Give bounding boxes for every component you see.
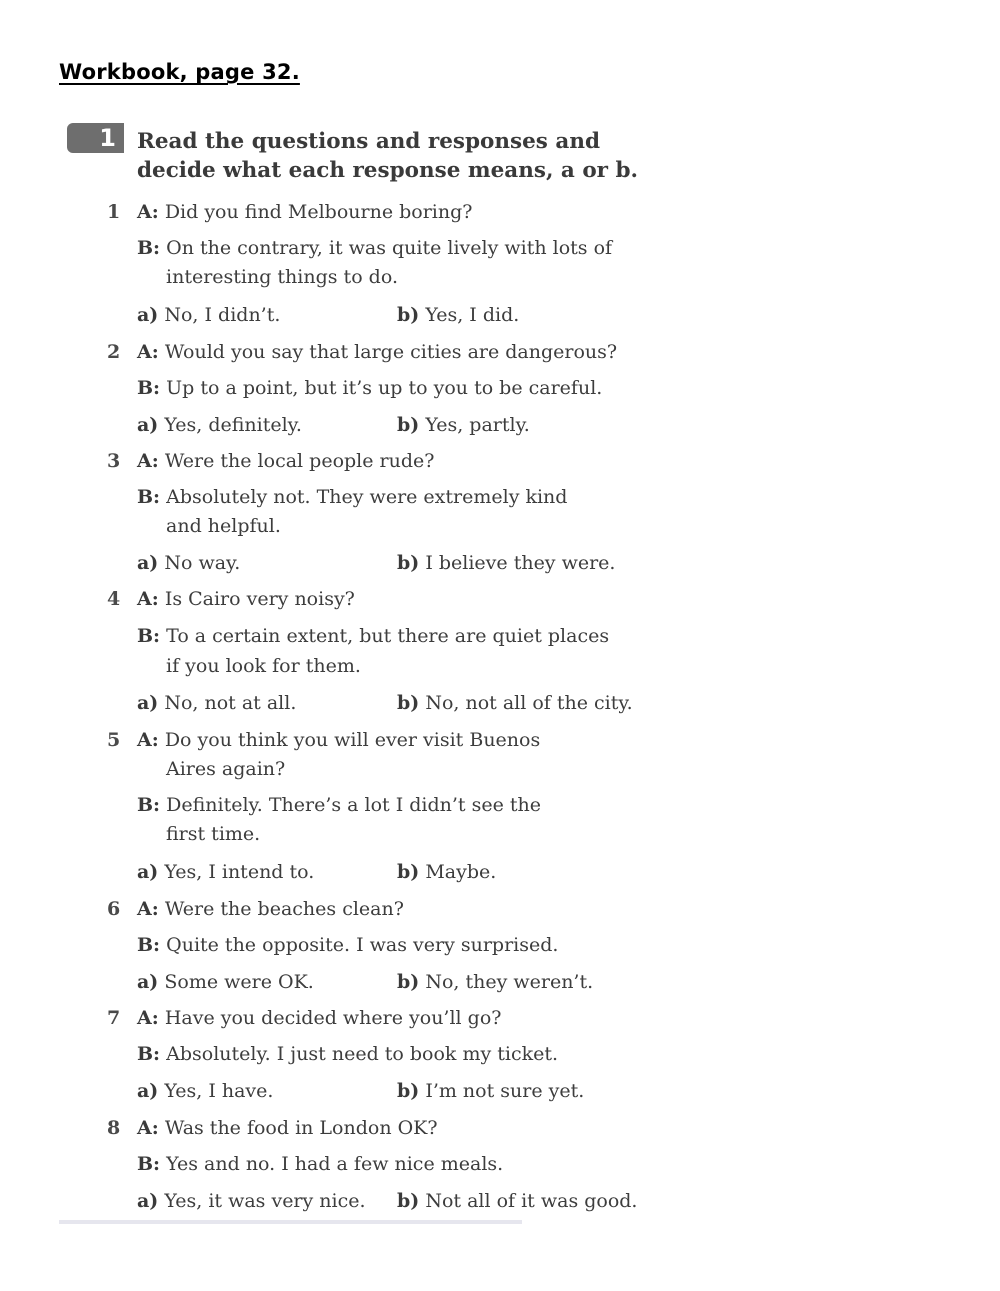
speaker-a-line bbox=[137, 200, 472, 224]
speaker-a-text-continued: Aires again? bbox=[166, 758, 286, 780]
speaker-a-text: Did you find Melbourne boring? bbox=[164, 201, 473, 223]
option-a[interactable] bbox=[137, 551, 240, 575]
speaker-a-label: A: bbox=[137, 450, 159, 472]
speaker-b-line bbox=[137, 376, 602, 400]
speaker-b-text: Up to a point, but it’s up to you to be careful. bbox=[166, 377, 603, 399]
speaker-a-label: A: bbox=[137, 1007, 159, 1029]
option-a-label: a) bbox=[137, 861, 159, 883]
option-b-label: b) bbox=[397, 971, 420, 993]
option-a-text: Some were OK. bbox=[164, 971, 314, 993]
option-b[interactable] bbox=[397, 303, 519, 327]
instruction-line-1: Read the questions and responses and bbox=[137, 129, 600, 154]
option-b[interactable] bbox=[397, 691, 633, 715]
speaker-a-label: A: bbox=[137, 1117, 159, 1139]
option-b-label: b) bbox=[397, 1080, 420, 1102]
speaker-a-line bbox=[137, 587, 355, 611]
option-b[interactable] bbox=[397, 860, 496, 884]
speaker-a-label: A: bbox=[137, 729, 159, 751]
option-a-label: a) bbox=[137, 414, 159, 436]
option-a-text: Yes, definitely. bbox=[164, 414, 302, 436]
speaker-b-text: On the contrary, it was quite lively with lots of bbox=[166, 237, 613, 259]
speaker-a-line bbox=[137, 340, 617, 364]
speaker-b-line bbox=[137, 793, 541, 817]
option-a-label: a) bbox=[137, 1080, 159, 1102]
speaker-a-label: A: bbox=[137, 588, 159, 610]
question-number: 3 bbox=[107, 450, 121, 472]
option-a[interactable] bbox=[137, 1079, 273, 1103]
speaker-a-line bbox=[137, 897, 404, 921]
speaker-b-line bbox=[137, 933, 558, 957]
speaker-b-label: B: bbox=[137, 1153, 161, 1175]
question-number: 7 bbox=[107, 1007, 121, 1029]
option-a-label: a) bbox=[137, 692, 159, 714]
option-b[interactable] bbox=[397, 1079, 584, 1103]
option-a-label: a) bbox=[137, 552, 159, 574]
speaker-a-line bbox=[137, 1116, 438, 1140]
speaker-a-text: Do you think you will ever visit Buenos bbox=[164, 729, 541, 751]
question-number: 5 bbox=[107, 729, 121, 751]
speaker-b-label: B: bbox=[137, 486, 161, 508]
speaker-b-text-continued: interesting things to do. bbox=[166, 266, 398, 288]
question-number: 4 bbox=[107, 588, 121, 610]
option-a-text: Yes, it was very nice. bbox=[164, 1190, 366, 1212]
speaker-b-label: B: bbox=[137, 625, 161, 647]
speaker-a-line bbox=[137, 1006, 501, 1030]
speaker-a-text: Was the food in London OK? bbox=[164, 1117, 438, 1139]
option-a[interactable] bbox=[137, 970, 314, 994]
speaker-a-label: A: bbox=[137, 201, 159, 223]
option-a[interactable] bbox=[137, 860, 314, 884]
option-a[interactable] bbox=[137, 1189, 366, 1213]
option-a-text: Yes, I intend to. bbox=[164, 861, 315, 883]
option-a-label: a) bbox=[137, 1190, 159, 1212]
speaker-b-text: Quite the opposite. I was very surprised. bbox=[166, 934, 559, 956]
question-number: 1 bbox=[107, 201, 121, 223]
speaker-b-line bbox=[137, 1042, 558, 1066]
option-b[interactable] bbox=[397, 413, 530, 437]
option-a[interactable] bbox=[137, 413, 302, 437]
option-a-text: Yes, I have. bbox=[164, 1080, 274, 1102]
option-b-label: b) bbox=[397, 1190, 420, 1212]
speaker-b-line bbox=[137, 1152, 503, 1176]
speaker-a-text: Were the local people rude? bbox=[164, 450, 435, 472]
option-a-text: No way. bbox=[164, 552, 241, 574]
speaker-b-label: B: bbox=[137, 794, 161, 816]
option-b-label: b) bbox=[397, 861, 420, 883]
exercise-number-badge: 1 bbox=[67, 123, 124, 153]
speaker-a-line bbox=[137, 449, 434, 473]
speaker-a-label: A: bbox=[137, 898, 159, 920]
option-b[interactable] bbox=[397, 970, 593, 994]
speaker-b-label: B: bbox=[137, 1043, 161, 1065]
option-b-label: b) bbox=[397, 552, 420, 574]
speaker-b-label: B: bbox=[137, 377, 161, 399]
speaker-b-label: B: bbox=[137, 237, 161, 259]
speaker-b-text-continued: if you look for them. bbox=[166, 655, 361, 677]
speaker-b-line bbox=[137, 485, 567, 509]
option-b-label: b) bbox=[397, 304, 420, 326]
instruction-line-2: decide what each response means, a or b. bbox=[137, 158, 639, 183]
option-a-label: a) bbox=[137, 304, 159, 326]
speaker-b-text: Absolutely not. They were extremely kind bbox=[166, 486, 568, 508]
question-number: 6 bbox=[107, 898, 121, 920]
speaker-b-text: Definitely. There’s a lot I didn’t see the bbox=[166, 794, 541, 816]
speaker-a-text: Would you say that large cities are dangerous? bbox=[164, 341, 618, 363]
speaker-b-text: To a certain extent, but there are quiet places bbox=[166, 625, 610, 647]
speaker-a-text: Were the beaches clean? bbox=[164, 898, 404, 920]
speaker-b-text: Absolutely. I just need to book my ticket. bbox=[166, 1043, 559, 1065]
option-b[interactable] bbox=[397, 551, 615, 575]
speaker-a-label: A: bbox=[137, 341, 159, 363]
speaker-b-line bbox=[137, 624, 609, 648]
question-number: 2 bbox=[107, 341, 121, 363]
bottom-divider bbox=[59, 1220, 522, 1224]
speaker-b-text: Yes and no. I had a few nice meals. bbox=[166, 1153, 504, 1175]
option-b-text: No, they weren’t. bbox=[425, 971, 594, 993]
speaker-a-line bbox=[137, 728, 540, 752]
option-b-text: Not all of it was good. bbox=[425, 1190, 638, 1212]
option-b-text: No, not all of the city. bbox=[425, 692, 633, 714]
option-b-text: I believe they were. bbox=[425, 552, 616, 574]
option-b-text: Maybe. bbox=[425, 861, 497, 883]
speaker-b-text-continued: and helpful. bbox=[166, 515, 281, 537]
option-a-text: No, not at all. bbox=[164, 692, 297, 714]
option-b-label: b) bbox=[397, 692, 420, 714]
option-b-label: b) bbox=[397, 414, 420, 436]
speaker-b-line bbox=[137, 236, 612, 260]
page-header: Workbook, page 32. bbox=[59, 60, 300, 84]
option-a-text: No, I didn’t. bbox=[164, 304, 281, 326]
option-b-text: Yes, partly. bbox=[425, 414, 530, 436]
option-a[interactable] bbox=[137, 303, 280, 327]
option-a-label: a) bbox=[137, 971, 159, 993]
option-a[interactable] bbox=[137, 691, 296, 715]
option-b-text: Yes, I did. bbox=[425, 304, 520, 326]
option-b[interactable] bbox=[397, 1189, 637, 1213]
speaker-b-text-continued: first time. bbox=[166, 823, 261, 845]
speaker-b-label: B: bbox=[137, 934, 161, 956]
question-number: 8 bbox=[107, 1117, 121, 1139]
option-b-text: I’m not sure yet. bbox=[425, 1080, 585, 1102]
speaker-a-text: Is Cairo very noisy? bbox=[164, 588, 355, 610]
speaker-a-text: Have you decided where you’ll go? bbox=[164, 1007, 502, 1029]
